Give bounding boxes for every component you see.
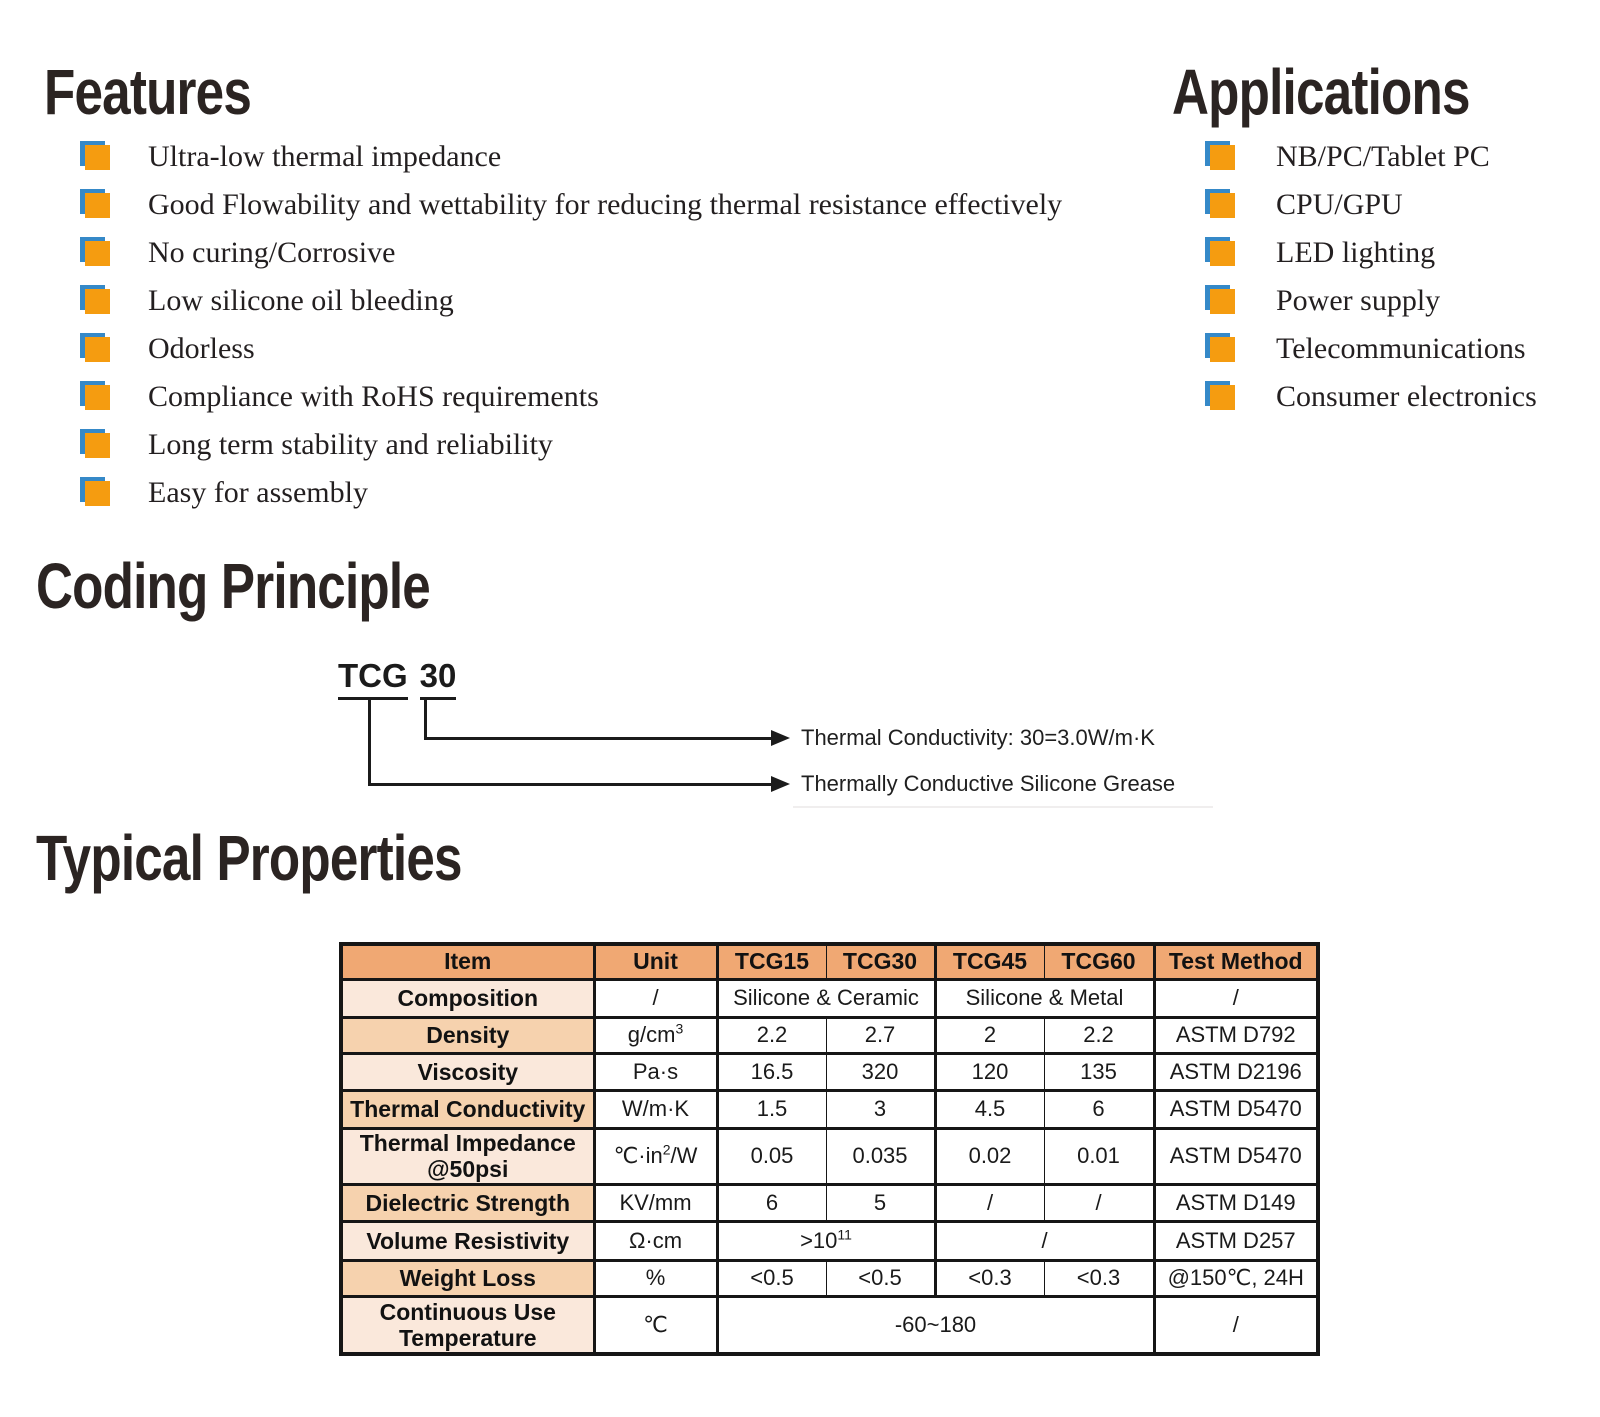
feature-text: Odorless — [148, 332, 255, 365]
cell-value: 0.05 — [717, 1128, 826, 1184]
table-row-viscosity — [341, 1053, 1318, 1090]
cell-method: ASTM D5470 — [1154, 1090, 1318, 1128]
cell-unit: $℃\cdot in^2/W$ — [594, 1128, 717, 1184]
cell-unit: $g/cm^3$ — [594, 1017, 717, 1053]
cell-value: 0.01 — [1044, 1128, 1154, 1184]
cell-unit: Ω·cm — [594, 1221, 717, 1260]
table-row-thermal-conductivity — [341, 1090, 1318, 1128]
cell-value: 6 — [717, 1184, 826, 1221]
header-tcg45: TCG45 — [935, 944, 1044, 979]
square-bullet-icon — [85, 433, 110, 458]
list-item — [85, 181, 1062, 229]
cell-unit: KV/mm — [594, 1184, 717, 1221]
cell-value: 1.5 — [717, 1090, 826, 1128]
cell-value: <0.3 — [1044, 1260, 1154, 1296]
cell-method: @150℃, 24H — [1154, 1260, 1318, 1296]
coding-line-vertical-prefix — [368, 697, 371, 786]
feature-text: Ultra-low thermal impedance — [148, 140, 502, 173]
cell-value: 5 — [826, 1184, 935, 1221]
table-header-row — [341, 944, 1318, 979]
cell-group2: / — [935, 1221, 1154, 1260]
feature-text: Easy for assembly — [148, 476, 368, 509]
cell-value: 135 — [1044, 1053, 1154, 1090]
cell-item: Weight Loss — [341, 1260, 594, 1296]
cell-value: 0.035 — [826, 1128, 935, 1184]
cell-unit: ℃ — [594, 1296, 717, 1354]
table-row-weight-loss — [341, 1260, 1318, 1296]
application-text: Power supply — [1276, 284, 1441, 317]
cell-span-value: -60~180 — [717, 1296, 1154, 1354]
cell-value: <0.5 — [826, 1260, 935, 1296]
table-row-dielectric-strength — [341, 1184, 1318, 1221]
list-item — [1210, 229, 1537, 277]
cell-method: / — [1154, 979, 1318, 1017]
cell-value: 3 — [826, 1090, 935, 1128]
product-code — [338, 658, 456, 694]
coding-line-horizontal-product — [368, 783, 773, 786]
typical-properties-heading: Typical Properties — [36, 822, 462, 894]
feature-text: No curing/Corrosive — [148, 236, 396, 269]
square-bullet-icon — [85, 385, 110, 410]
square-bullet-icon — [85, 193, 110, 218]
square-bullet-icon — [85, 289, 110, 314]
features-heading: Features — [44, 56, 252, 128]
square-bullet-icon — [1210, 241, 1235, 266]
features-list — [85, 133, 1062, 517]
application-text: Telecommunications — [1276, 332, 1526, 365]
cell-value: 320 — [826, 1053, 935, 1090]
cell-value: 0.02 — [935, 1128, 1044, 1184]
cell-value: 2.7 — [826, 1017, 935, 1053]
coding-label-product: Thermally Conductive Silicone Grease — [801, 771, 1176, 796]
cell-value: 6 — [1044, 1090, 1154, 1128]
cell-item: Thermal Impedance @50psi — [341, 1128, 594, 1184]
cell-method: ASTM D149 — [1154, 1184, 1318, 1221]
list-item — [85, 325, 1062, 373]
cell-item: Dielectric Strength — [341, 1184, 594, 1221]
cell-group1: Silicone & Ceramic — [717, 979, 935, 1017]
cell-value: 120 — [935, 1053, 1044, 1090]
feature-text: Long term stability and reliability — [148, 428, 553, 461]
list-item — [1210, 181, 1537, 229]
cell-item: Thermal Conductivity — [341, 1090, 594, 1128]
coding-line-vertical-number — [424, 697, 427, 740]
applications-heading: Applications — [1172, 56, 1470, 128]
cell-method: ASTM D792 — [1154, 1017, 1318, 1053]
square-bullet-icon — [1210, 337, 1235, 362]
applications-list — [1210, 133, 1537, 421]
list-item — [1210, 325, 1537, 373]
faint-divider — [793, 806, 1213, 808]
list-item — [1210, 133, 1537, 181]
list-item — [85, 373, 1062, 421]
cell-unit: % — [594, 1260, 717, 1296]
list-item — [85, 421, 1062, 469]
code-prefix: TCG — [338, 657, 408, 700]
list-item — [85, 229, 1062, 277]
header-tcg15: TCG15 — [717, 944, 826, 979]
square-bullet-icon — [1210, 193, 1235, 218]
list-item — [1210, 373, 1537, 421]
cell-value: 2.2 — [1044, 1017, 1154, 1053]
cell-unit: Pa·s — [594, 1053, 717, 1090]
cell-method: ASTM D5470 — [1154, 1128, 1318, 1184]
coding-principle-heading: Coding Principle — [36, 550, 430, 622]
square-bullet-icon — [85, 481, 110, 506]
header-unit: Unit — [594, 944, 717, 979]
cell-method: ASTM D257 — [1154, 1221, 1318, 1260]
application-text: LED lighting — [1276, 236, 1436, 269]
coding-line-horizontal-conductivity — [424, 737, 773, 740]
cell-item: Volume Resistivity — [341, 1221, 594, 1260]
table-row-composition — [341, 979, 1318, 1017]
cell-method: ASTM D2196 — [1154, 1053, 1318, 1090]
feature-text: Compliance with RoHS requirements — [148, 380, 599, 413]
cell-group1: $>10^{11}$ — [717, 1221, 935, 1260]
code-number: 30 — [420, 657, 457, 700]
cell-value: 2.2 — [717, 1017, 826, 1053]
list-item — [85, 133, 1062, 181]
square-bullet-icon — [85, 337, 110, 362]
square-bullet-icon — [1210, 145, 1235, 170]
cell-unit: W/m·K — [594, 1090, 717, 1128]
cell-item: Composition — [341, 979, 594, 1017]
coding-label-conductivity: Thermal Conductivity: 30=3.0W/m·K — [801, 725, 1155, 750]
cell-value: <0.3 — [935, 1260, 1044, 1296]
feature-text: Low silicone oil bleeding — [148, 284, 454, 317]
square-bullet-icon — [1210, 289, 1235, 314]
cell-value: 4.5 — [935, 1090, 1044, 1128]
square-bullet-icon — [1210, 385, 1235, 410]
cell-group2: Silicone & Metal — [935, 979, 1154, 1017]
table-row-thermal-impedance — [341, 1128, 1318, 1184]
feature-text: Good Flowability and wettability for reducing thermal resistance effectively — [148, 188, 1063, 221]
properties-table — [339, 942, 1320, 1356]
header-test-method: Test Method — [1154, 944, 1318, 979]
cell-method: / — [1154, 1296, 1318, 1354]
arrow-right-icon — [771, 776, 790, 792]
table-row-continuous-use-temperature — [341, 1296, 1318, 1354]
cell-value: / — [1044, 1184, 1154, 1221]
list-item — [1210, 277, 1537, 325]
list-item — [85, 469, 1062, 517]
table-row-density — [341, 1017, 1318, 1053]
cell-value: <0.5 — [717, 1260, 826, 1296]
square-bullet-icon — [85, 241, 110, 266]
application-text: NB/PC/Tablet PC — [1276, 140, 1490, 173]
cell-item: Density — [341, 1017, 594, 1053]
arrow-right-icon — [771, 730, 790, 746]
list-item — [85, 277, 1062, 325]
table-row-volume-resistivity — [341, 1221, 1318, 1260]
application-text: CPU/GPU — [1276, 188, 1403, 221]
cell-item: Viscosity — [341, 1053, 594, 1090]
cell-unit: / — [594, 979, 717, 1017]
cell-value: 16.5 — [717, 1053, 826, 1090]
square-bullet-icon — [85, 145, 110, 170]
header-tcg30: TCG30 — [826, 944, 935, 979]
cell-item: Continuous Use Temperature — [341, 1296, 594, 1354]
header-item: Item — [341, 944, 594, 979]
cell-value: 2 — [935, 1017, 1044, 1053]
header-tcg60: TCG60 — [1044, 944, 1154, 979]
cell-value: / — [935, 1184, 1044, 1221]
application-text: Consumer electronics — [1276, 380, 1537, 413]
